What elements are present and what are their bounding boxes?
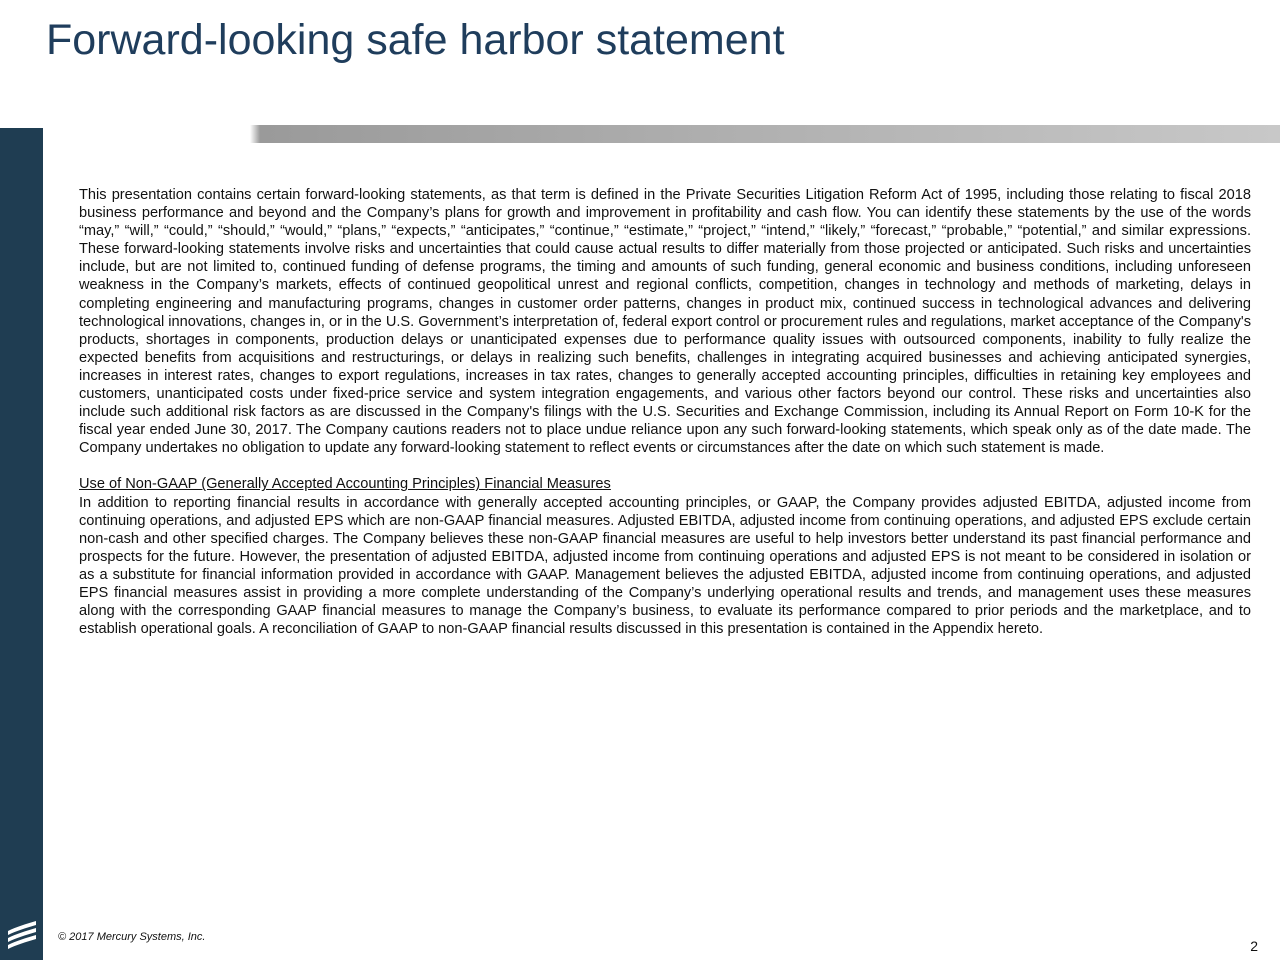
- title-divider-band: [0, 125, 1280, 143]
- paragraph-spacer: [79, 457, 1251, 475]
- safe-harbor-paragraph: This presentation contains certain forward-looking statements, as that term is defined in the Private Securities Litigation Reform Act of 1995, including those relating to fiscal 2018 business performance and beyond and the Company’s plans for growth and improvement in profitability and cash flow. You can identify these statements by the use of the words “may,” “will,” “could,” “should,” “would,” “plans,” “expects,” “anticipates,” “continue,” “estimate,” “project,” “intend,” “likely,” “forecast,” “probable,” “potential,” and similar expressions. These forward-looking statements involve risks and uncertainties that could cause actual results to differ materially from those projected or anticipated. Such risks and uncertainties include, but are not limited to, continued funding of defense programs, the timing and amounts of such funding, general economic and business conditions, including unforeseen weakness in the Company’s markets, effects of continued geopolitical unrest and regional conflicts, competition, changes in technology and methods of marketing, delays in completing engineering and manufacturing programs, changes in customer order patterns, changes in product mix, continued success in technological advances and delivering technological innovations, changes in, or in the U.S. Government’s interpretation of, federal export control or procurement rules and regulations, market acceptance of the Company's products, shortages in components, production delays or unanticipated expenses due to performance quality issues with outsourced components, inability to fully realize the expected benefits from acquisitions and restructurings, or delays in realizing such benefits, challenges in integrating acquired businesses and achieving anticipated synergies, increases in interest rates, changes to export regulations, increases in tax rates, changes to generally accepted accounting principles, difficulties in retaining key employees and customers, unanticipated costs under fixed-price service and system integration engagements, and various other factors beyond our control. These risks and uncertainties also include such additional risk factors as are discussed in the Company's filings with the U.S. Securities and Exchange Commission, including its Annual Report on Form 10-K for the fiscal year ended June 30, 2017. The Company cautions readers not to place undue reliance upon any such forward-looking statements, which speak only as of the date made. The Company undertakes no obligation to update any forward-looking statement to reflect events or circumstances after the date on which such statement is made.: [79, 187, 1251, 457]
- page-number: 2: [1250, 938, 1258, 954]
- non-gaap-section: [79, 475, 1251, 638]
- non-gaap-heading: Use of Non-GAAP (Generally Accepted Accounting Principles) Financial Measures: [79, 476, 611, 493]
- mercury-logo-icon: [6, 915, 38, 955]
- slide-body: [79, 186, 1251, 638]
- slide-title: Forward-looking safe harbor statement: [46, 16, 785, 64]
- footer-copyright: © 2017 Mercury Systems, Inc.: [58, 931, 206, 943]
- left-sidebar-bar: [0, 128, 43, 960]
- non-gaap-paragraph: In addition to reporting financial results in accordance with generally accepted accounting principles, or GAAP, the Company provides adjusted EBITDA, adjusted income from continuing operations, and adjusted EPS which are non-GAAP financial measures. Adjusted EBITDA, adjusted income from continuing operations, and adjusted EPS exclude certain non-cash and other specified charges. The Company believes these non-GAAP financial measures are useful to help investors better understand its past financial performance and prospects for the future. However, the presentation of adjusted EBITDA, adjusted income from continuing operations and adjusted EPS is not meant to be considered in isolation or as a substitute for financial information provided in accordance with GAAP. Management believes the adjusted EBITDA, adjusted income from continuing operations, and adjusted EPS financial measures assist in providing a more complete understanding of the Company’s underlying operational results and trends, and management uses these measures along with the corresponding GAAP financial measures to manage the Company’s business, to evaluate its performance compared to prior periods and the marketplace, and to establish operational goals. A reconciliation of GAAP to non-GAAP financial results discussed in this presentation is contained in the Appendix hereto.: [79, 494, 1251, 638]
